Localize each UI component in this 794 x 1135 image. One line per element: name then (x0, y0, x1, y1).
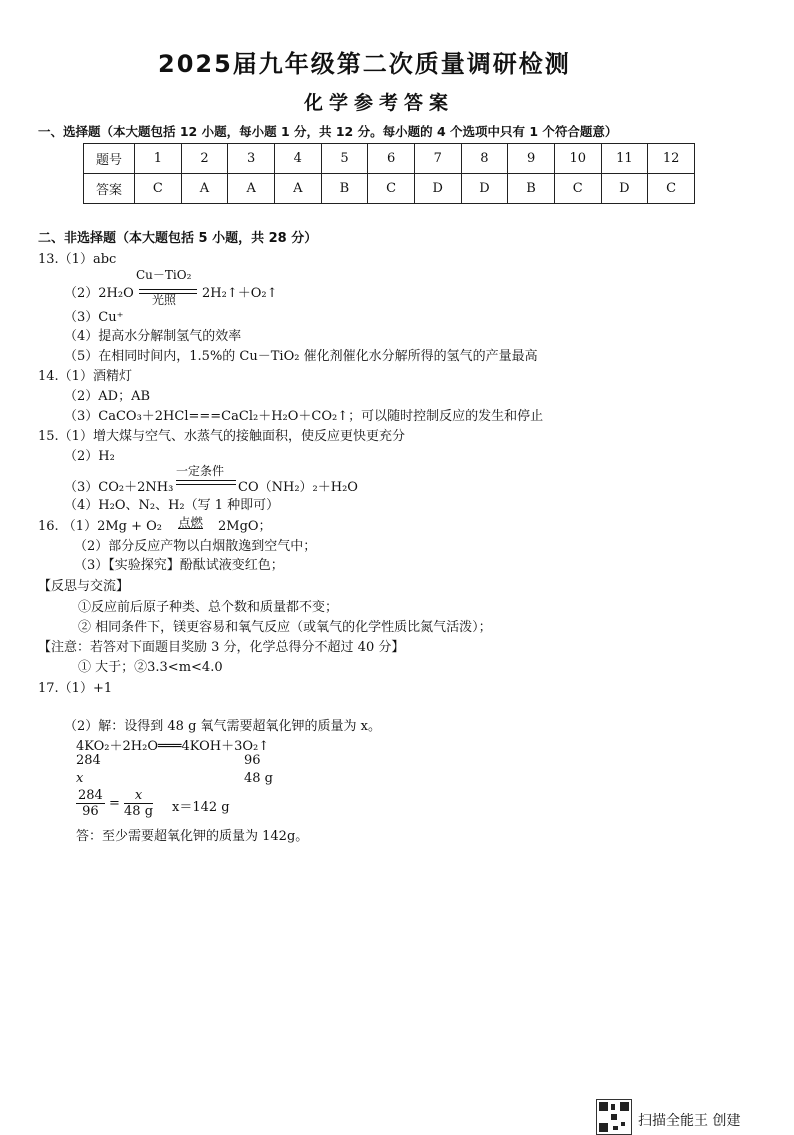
q13-answer-1: 13.（1）abc (38, 252, 117, 267)
table-cell-answer: A (274, 174, 321, 204)
q17-equation: 4KO₂＋2H₂O═══4KOH＋3O₂↑ (76, 739, 270, 754)
table-cell-answer: B (508, 174, 555, 204)
table-cell-answer: C (648, 174, 695, 204)
table-cell-number: 11 (601, 144, 648, 174)
watermark-text: 扫描全能王 创建 (638, 1113, 741, 1129)
table-cell-number: 8 (461, 144, 508, 174)
q16-answer-1-left: 16. （1）2Mg + O₂ (38, 519, 163, 534)
q16-answer-2: （2）部分反应产物以白烟散逸到空气中； (74, 539, 317, 554)
q15-answer-4: （4）H₂O、N₂、H₂（写 1 种即可） (64, 498, 280, 513)
q17-var-right: 48 g (244, 771, 273, 786)
q17-ratio-numerator-2: x (124, 788, 153, 804)
q16-answer-3: （3）【实验探究】酚酞试液变红色； (74, 558, 284, 573)
q15-answer-2: （2）H₂ (64, 449, 115, 464)
table-cell-number: 9 (508, 144, 555, 174)
q16-reflect-2: ② 相同条件下，镁更容易和氧气反应（或氧气的化学性质比氮气活泼）； (78, 620, 492, 635)
table-cell-answer: C (554, 174, 601, 204)
table-header-number: 题号 (84, 144, 135, 174)
q17-mass-left: 284 (76, 753, 101, 768)
table-row-answers (84, 174, 695, 204)
q17-result: x＝142 g (172, 800, 230, 815)
q16-reflect-heading: 【反思与交流】 (38, 579, 130, 594)
q17-ratio-equals: = (108, 796, 120, 811)
table-cell-answer: D (461, 174, 508, 204)
q17-ratio-denominator-2: 48 g (124, 804, 154, 819)
table-cell-answer: A (181, 174, 228, 204)
q16-answer-1-right: 2MgO； (218, 519, 272, 534)
table-cell-number: 4 (274, 144, 321, 174)
table-cell-number: 3 (228, 144, 275, 174)
q14-answer-1: 14.（1）酒精灯 (38, 369, 132, 384)
q14-answer-3: （3）CaCO₃＋2HCl===CaCl₂＋H₂O＋CO₂↑；可以随时控制反应的发生和停止 (64, 409, 544, 424)
q13-answer-4: （4）提高水分解制氢气的效率 (64, 329, 242, 344)
q13-condition-bottom: 光照 (152, 293, 177, 307)
table-cell-answer: D (601, 174, 648, 204)
q17-final-answer: 答：至少需要超氧化钾的质量为 142g。 (76, 829, 309, 844)
q17-ratio-numerator-1: 284 (78, 788, 103, 803)
table-cell-number: 1 (135, 144, 182, 174)
q15-answer-3-right: CO（NH₂）₂＋H₂O (238, 480, 358, 495)
q17-ratio-denominator-1: 96 (82, 804, 99, 819)
table-cell-number: 5 (321, 144, 368, 174)
q15-answer-3-left: （3）CO₂＋2NH₃ (64, 480, 174, 495)
q17-mass-right: 96 (244, 753, 261, 768)
q17-ratio-fraction-1 (76, 788, 105, 819)
q15-answer-1: 15.（1）增大煤与空气、水蒸气的接触面积，使反应更快更充分 (38, 429, 405, 444)
q15-reaction-arrow (176, 480, 236, 485)
table-row-numbers (84, 144, 695, 174)
q13-answer-2-left: （2）2H₂O (64, 286, 134, 301)
q14-answer-2: （2）AD；AB (64, 389, 151, 404)
q17-var-left: x (76, 771, 84, 786)
section2-heading: 二、非选择题（本大题包括 5 小题，共 28 分） (38, 231, 318, 246)
table-cell-number: 6 (368, 144, 415, 174)
table-cell-answer: D (414, 174, 461, 204)
q13-answer-5: （5）在相同时间内，1.5%的 Cu－TiO₂ 催化剂催化水分解所得的氢气的产量最高 (64, 349, 538, 364)
q16-bonus-note: 【注意：若答对下面题目奖励 3 分，化学总得分不超过 40 分】 (38, 640, 405, 655)
page-title: 2025届九年级第二次质量调研检测 (158, 50, 571, 78)
page-subtitle: 化学参考答案 (304, 92, 455, 114)
table-cell-number: 12 (648, 144, 695, 174)
q17-answer-2-intro: （2）解：设得到 48 g 氧气需要超氧化钾的质量为 x。 (64, 719, 381, 734)
answer-table (83, 143, 695, 204)
q17-ratio (76, 788, 153, 819)
section1-heading: 一、选择题（本大题包括 12 小题，每小题 1 分，共 12 分。每小题的 4 个选项中只有 1 个符合题意） (38, 124, 618, 139)
q13-condition-top: Cu－TiO₂ (136, 268, 192, 282)
q13-answer-2-right: 2H₂↑＋O₂↑ (202, 286, 278, 301)
table-cell-answer: B (321, 174, 368, 204)
table-cell-answer: C (368, 174, 415, 204)
table-cell-number: 2 (181, 144, 228, 174)
q16-condition: 点燃 (178, 515, 204, 530)
qr-code-icon (596, 1099, 632, 1135)
table-cell-answer: C (135, 174, 182, 204)
table-cell-number: 10 (554, 144, 601, 174)
q16-reflect-1: ①反应前后原子种类、总个数和质量都不变； (78, 600, 339, 615)
table-cell-number: 7 (414, 144, 461, 174)
q17-ratio-fraction-2 (124, 788, 153, 819)
q15-condition: 一定条件 (176, 464, 225, 478)
table-cell-answer: A (228, 174, 275, 204)
table-header-answer: 答案 (84, 174, 135, 204)
q16-bonus-answer: ① 大于；②3.3<m<4.0 (78, 660, 223, 675)
q17-answer-1: 17.（1）+1 (38, 681, 113, 696)
q13-answer-3: （3）Cu⁺ (64, 310, 124, 325)
